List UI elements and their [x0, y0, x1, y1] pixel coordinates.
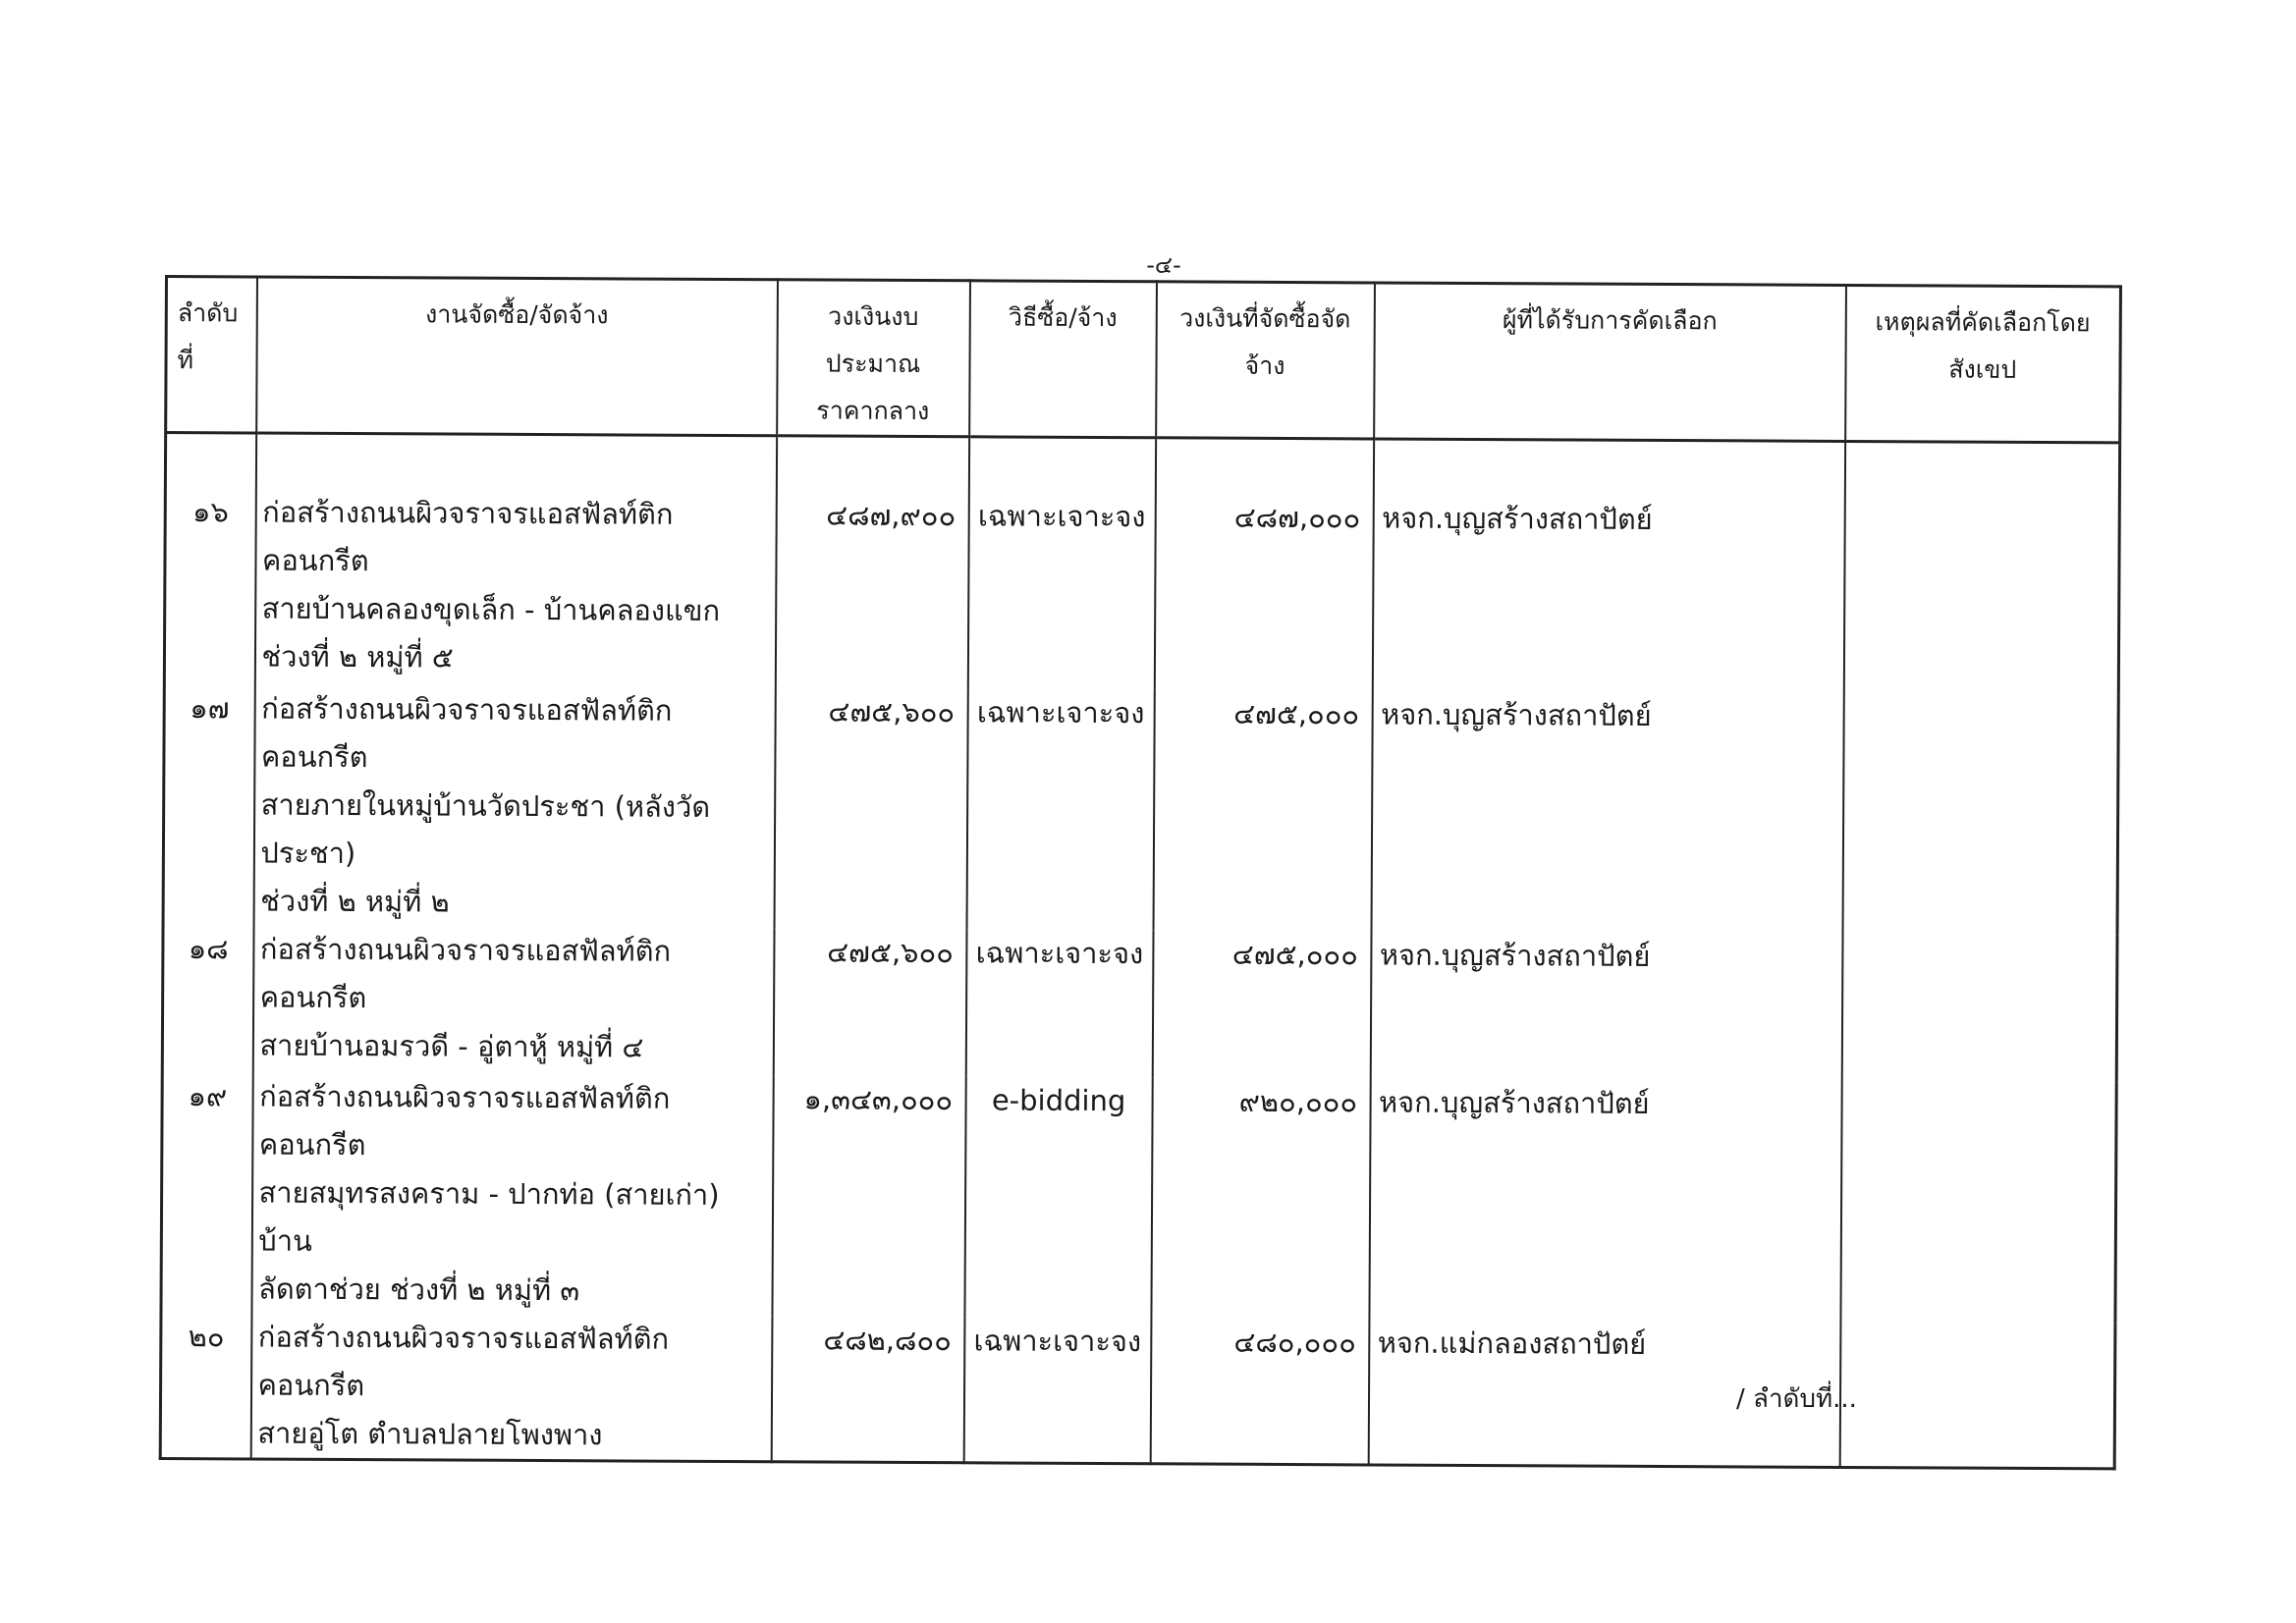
table-row: [161, 1072, 2116, 1323]
contract-cell: ๔๗๕,๐๐๐: [1152, 930, 1371, 1078]
budget-cell: ๑,๓๔๓,๐๐๐: [772, 1075, 965, 1317]
reason-cell: [1843, 441, 2119, 694]
method-cell: เฉพาะเจาะจง: [965, 929, 1153, 1077]
method-cell: เฉพาะเจาะจง: [963, 1317, 1151, 1463]
budget-cell: ๔๘๗,๙๐๐: [775, 436, 968, 689]
table-row: [162, 925, 2117, 1082]
work-line: สายภายในหมู่บ้านวัดประชา (หลังวัดประชา): [260, 787, 711, 871]
work-line: สายอู่โต ตำบลปลายโพงพาง: [257, 1416, 603, 1452]
work-line: ช่วงที่ ๒ หมู่ที่ ๕: [261, 639, 454, 675]
work-cell: [253, 684, 775, 928]
header-reason: เหตุผลที่คัดเลือกโดยสังเขป: [1845, 285, 2121, 442]
work-line: ช่วงที่ ๒ หมู่ที่ ๒: [260, 884, 450, 919]
seq-cell: ๑๖: [164, 433, 255, 685]
work-line: สายบ้านอมรวดี - อู่ตาหู้ หมู่ที่ ๔: [259, 1028, 644, 1064]
winner-cell: หจก.บุญสร้างสถาปัตย์: [1370, 931, 1842, 1081]
budget-cell: ๔๘๒,๘๐๐: [771, 1316, 964, 1463]
header-budget: [777, 280, 970, 437]
work-cell: [250, 1313, 772, 1461]
reason-cell: [1842, 693, 2118, 935]
budget-cell: ๔๗๕,๖๐๐: [773, 928, 966, 1076]
contract-cell: ๔๗๕,๐๐๐: [1153, 689, 1372, 931]
method-cell: e-bidding: [964, 1076, 1152, 1318]
work-cell: [254, 433, 776, 687]
winner-cell: หจก.บุญสร้างสถาปัตย์: [1369, 1078, 1841, 1322]
reason-cell: [1841, 934, 2117, 1082]
work-line: ก่อสร้างถนนผิวจราจรแอสฟัลท์ติกคอนกรีต: [257, 1320, 670, 1403]
header-contract: วงเงินที่จัดซื้อจัดจ้าง: [1156, 282, 1375, 439]
work-line: ลัดตาช่วย ช่วงที่ ๒ หมู่ที่ ๓: [258, 1271, 580, 1308]
procurement-table: [159, 275, 2122, 1470]
work-line: ก่อสร้างถนนผิวจราจรแอสฟัลท์ติกคอนกรีต: [258, 1079, 671, 1163]
work-line: ก่อสร้างถนนผิวจราจรแอสฟัลท์ติกคอนกรีต: [261, 495, 674, 578]
header-budget-line2: ราคากลาง: [816, 396, 930, 426]
header-seq: ลำดับที่: [166, 277, 257, 433]
seq-cell: ๑๙: [161, 1072, 252, 1313]
header-winner: ผู้ที่ได้รับการคัดเลือก: [1374, 283, 1846, 442]
work-cell: [251, 1072, 773, 1316]
winner-cell: หจก.บุญสร้างสถาปัตย์: [1371, 690, 1843, 934]
header-work: งานจัดซื้อ/จัดจ้าง: [256, 277, 778, 436]
method-cell: เฉพาะเจาะจง: [967, 437, 1155, 689]
table-row: [163, 684, 2118, 935]
budget-cell: ๔๗๕,๖๐๐: [774, 687, 967, 929]
next-page-marker: / ลำดับที่...: [1736, 1384, 1857, 1414]
seq-cell: ๑๘: [162, 925, 253, 1072]
winner-cell: หจก.บุญสร้างสถาปัตย์: [1372, 439, 1844, 693]
seq-cell: ๒๐: [160, 1313, 251, 1459]
contract-cell: ๙๒๐,๐๐๐: [1151, 1077, 1370, 1319]
reason-cell: [1839, 1322, 2115, 1469]
header-method: วิธีซื้อ/จ้าง: [969, 281, 1157, 438]
work-line: สายสมุทรสงคราม - ปากท่อ (สายเก่า) บ้าน: [258, 1175, 720, 1258]
header-budget-line1: วงเงินงบประมาณ: [825, 301, 921, 379]
winner-cell: หจก.แม่กลองสถาปัตย์: [1368, 1319, 1840, 1467]
method-cell: เฉพาะเจาะจง: [966, 688, 1154, 930]
reason-cell: [1840, 1081, 2116, 1323]
contract-cell: ๔๘๗,๐๐๐: [1154, 438, 1373, 691]
contract-cell: ๔๘๐,๐๐๐: [1150, 1318, 1369, 1465]
seq-cell: ๑๗: [163, 684, 254, 925]
page-number: -๔-: [1146, 251, 1181, 279]
work-line: ก่อสร้างถนนผิวจราจรแอสฟัลท์ติกคอนกรีต: [259, 932, 672, 1015]
work-line: สายบ้านคลองขุดเล็ก - บ้านคลองแขก: [261, 591, 721, 627]
table-row: [164, 433, 2119, 695]
work-cell: [252, 925, 774, 1075]
work-line: ก่อสร้างถนนผิวจราจรแอสฟัลท์ติกคอนกรีต: [260, 691, 673, 775]
header-row: [166, 277, 2121, 443]
